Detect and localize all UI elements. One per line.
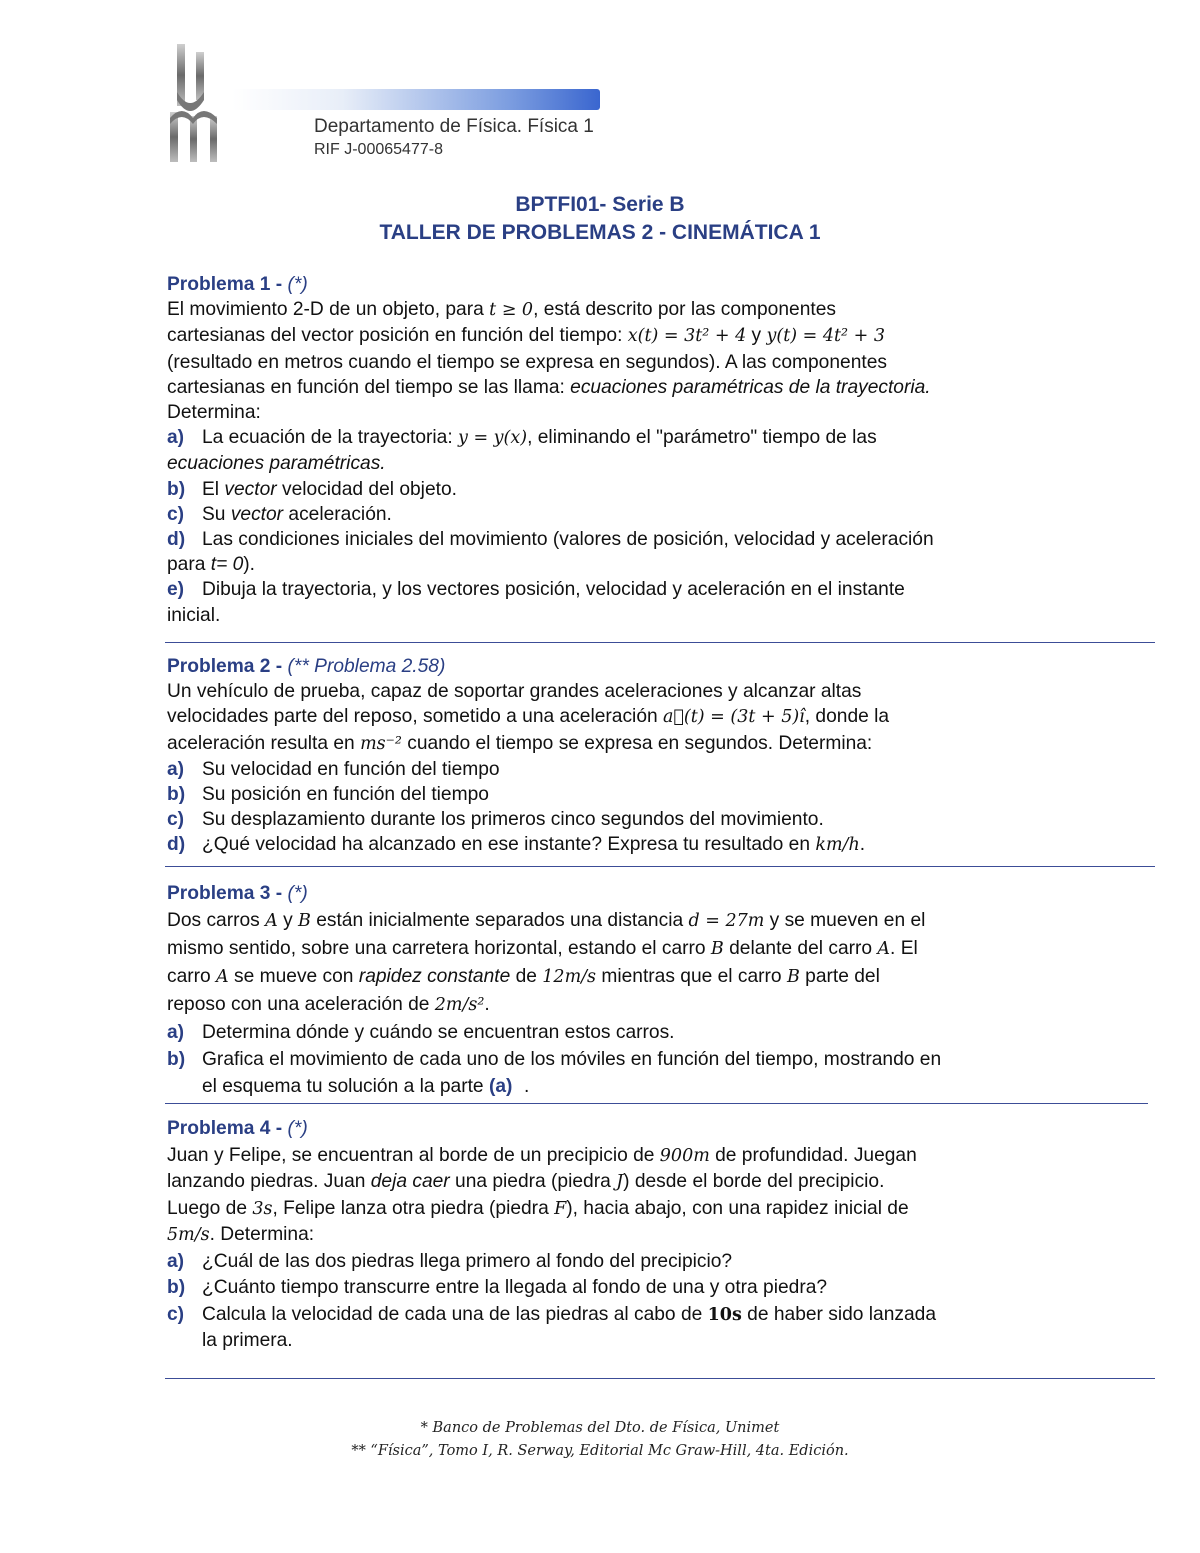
item-c: c) Su vector aceleración. <box>167 503 392 525</box>
divider <box>165 1103 1148 1104</box>
problem-1: Problema 1 - (*) El movimiento 2-D de un objeto, para t ≥ 0, está descrito por las componentes cartesianas del vector posición en función del tiempo: x(t) = 3t² + 4 y y(t) = 4t² + 3 (resultado en metros cuando el tiempo se expresa en segundos). A las componentes cartesianas en función del tiempo se las llama: ecuaciones paramétricas de la trayectoria. Determina: a) La ecuación de la trayectoria: y = y(x), eliminando el "parámetro" tiempo de las ecuaciones paramétricas. b) El vector velocidad del objeto. c) Su vector aceleración. d) Las condiciones iniciales del movimiento (valores de posición, velocidad y aceleración para t= 0). e) Dibuja la trayectoria, y los vectores posición, velocidad y aceleración en el instante inicial. <box>167 272 1047 628</box>
rif-number: RIF J-00065477-8 <box>314 141 443 158</box>
item-c: c) Calcula la velocidad de cada una de las piedras al cabo de 10s de haber sido lanzada la primera. <box>167 1303 936 1351</box>
problem-heading: Problema 3 - (*) <box>167 883 308 904</box>
problem-heading: Problema 1 - (*) <box>167 274 308 295</box>
document-title: TALLER DE PROBLEMAS 2 - CINEMÁTICA 1 <box>379 221 821 244</box>
divider <box>165 642 1155 643</box>
problem-3: Problema 3 - (*) Dos carros A y B están inicialmente separados una distancia d = 27m y se mueven en el mismo sentido, sobre una carretera horizontal, estando el carro B delante del carro A. El carro A se mueve con rapidez constante de 12m/s mientras que el carro B parte del reposo con una aceleración de 2m/s². a) Determina dónde y cuándo se encuentran estos carros. b) Grafica el movimiento de cada uno de los móviles en función del tiempo, mostrando en el esquema tu solución a la parte (a) . <box>167 880 1047 1100</box>
footnote-2: ** “Física”, Tomo I, R. Serway, Editorial Mc Graw-Hill, 4ta. Edición. <box>351 1443 849 1459</box>
item-c: c) Su desplazamiento durante los primeros cinco segundos del movimiento. <box>167 809 824 831</box>
item-b: b) El vector velocidad del objeto. <box>167 478 457 500</box>
problem-heading: Problema 4 - (*) <box>167 1118 308 1139</box>
item-e: e) Dibuja la trayectoria, y los vectores posición, velocidad y aceleración en el instante <box>167 579 905 601</box>
item-a: a) Determina dónde y cuándo se encuentran estos carros. <box>167 1022 675 1043</box>
item-a: a) La ecuación de la trayectoria: y = y(x), eliminando el "parámetro" tiempo de las <box>167 427 877 449</box>
university-logo <box>170 44 240 162</box>
problem-2: Problema 2 - (** Problema 2.58) Un vehículo de prueba, capaz de soportar grandes aceleraciones y alcanzar altas velocidades parte del reposo, sometido a una aceleración a⃗(t) = (3t + 5)î, donde la aceleración resulta en ms⁻² cuando el tiempo se expresa en segundos. Determina: a) Su velocidad en función del tiempo b) Su posición en función del tiempo c) Su desplazamiento durante los primeros cinco segundos del movimiento. d) ¿Qué velocidad ha alcanzado en ese instante? Expresa tu resultado en km/h. <box>167 654 1047 859</box>
item-b: b) Grafica el movimiento de cada uno de los móviles en función del tiempo, mostrando en el esquema tu solución a la parte (a) . <box>167 1049 942 1097</box>
item-d: d) ¿Qué velocidad ha alcanzado en ese instante? Expresa tu resultado en km/h. <box>167 834 866 856</box>
problem-4: Problema 4 - (*) Juan y Felipe, se encuentran al borde de un precipicio de 900m de profundidad. Juegan lanzando piedras. Juan deja caer una piedra (piedra J) desde el borde del precipicio. Luego de 3s, Felipe lanza otra piedra (piedra F), hacia abajo, con una rapidez inicial de 5m/s. Determina: a) ¿Cuál de las dos piedras llega primero al fondo del precipicio? b) ¿Cuánto tiempo transcurre entre la llegada al fondo de una y otra piedra? c) Calcula la velocidad de cada una de las piedras al cabo de 10s de haber sido lanzada la primera. <box>167 1116 1047 1355</box>
footnote-1: * Banco de Problemas del Dto. de Física, Unimet <box>420 1420 780 1436</box>
document-code: BPTFI01- Serie B <box>515 193 685 216</box>
item-a: a) Su velocidad en función del tiempo <box>167 758 500 780</box>
divider <box>165 866 1155 867</box>
divider <box>165 1378 1155 1379</box>
header-bar <box>232 89 600 110</box>
item-a: a) ¿Cuál de las dos piedras llega primero al fondo del precipicio? <box>167 1250 733 1272</box>
problem-heading: Problema 2 - (** Problema 2.58) <box>167 656 446 677</box>
item-b: b) ¿Cuánto tiempo transcurre entre la llegada al fondo de una y otra piedra? <box>167 1277 828 1298</box>
department-name: Departamento de Física. Física 1 <box>314 116 594 137</box>
item-d: d) Las condiciones iniciales del movimiento (valores de posición, velocidad y aceleración <box>167 529 934 551</box>
item-b: b) Su posición en función del tiempo <box>167 784 489 806</box>
